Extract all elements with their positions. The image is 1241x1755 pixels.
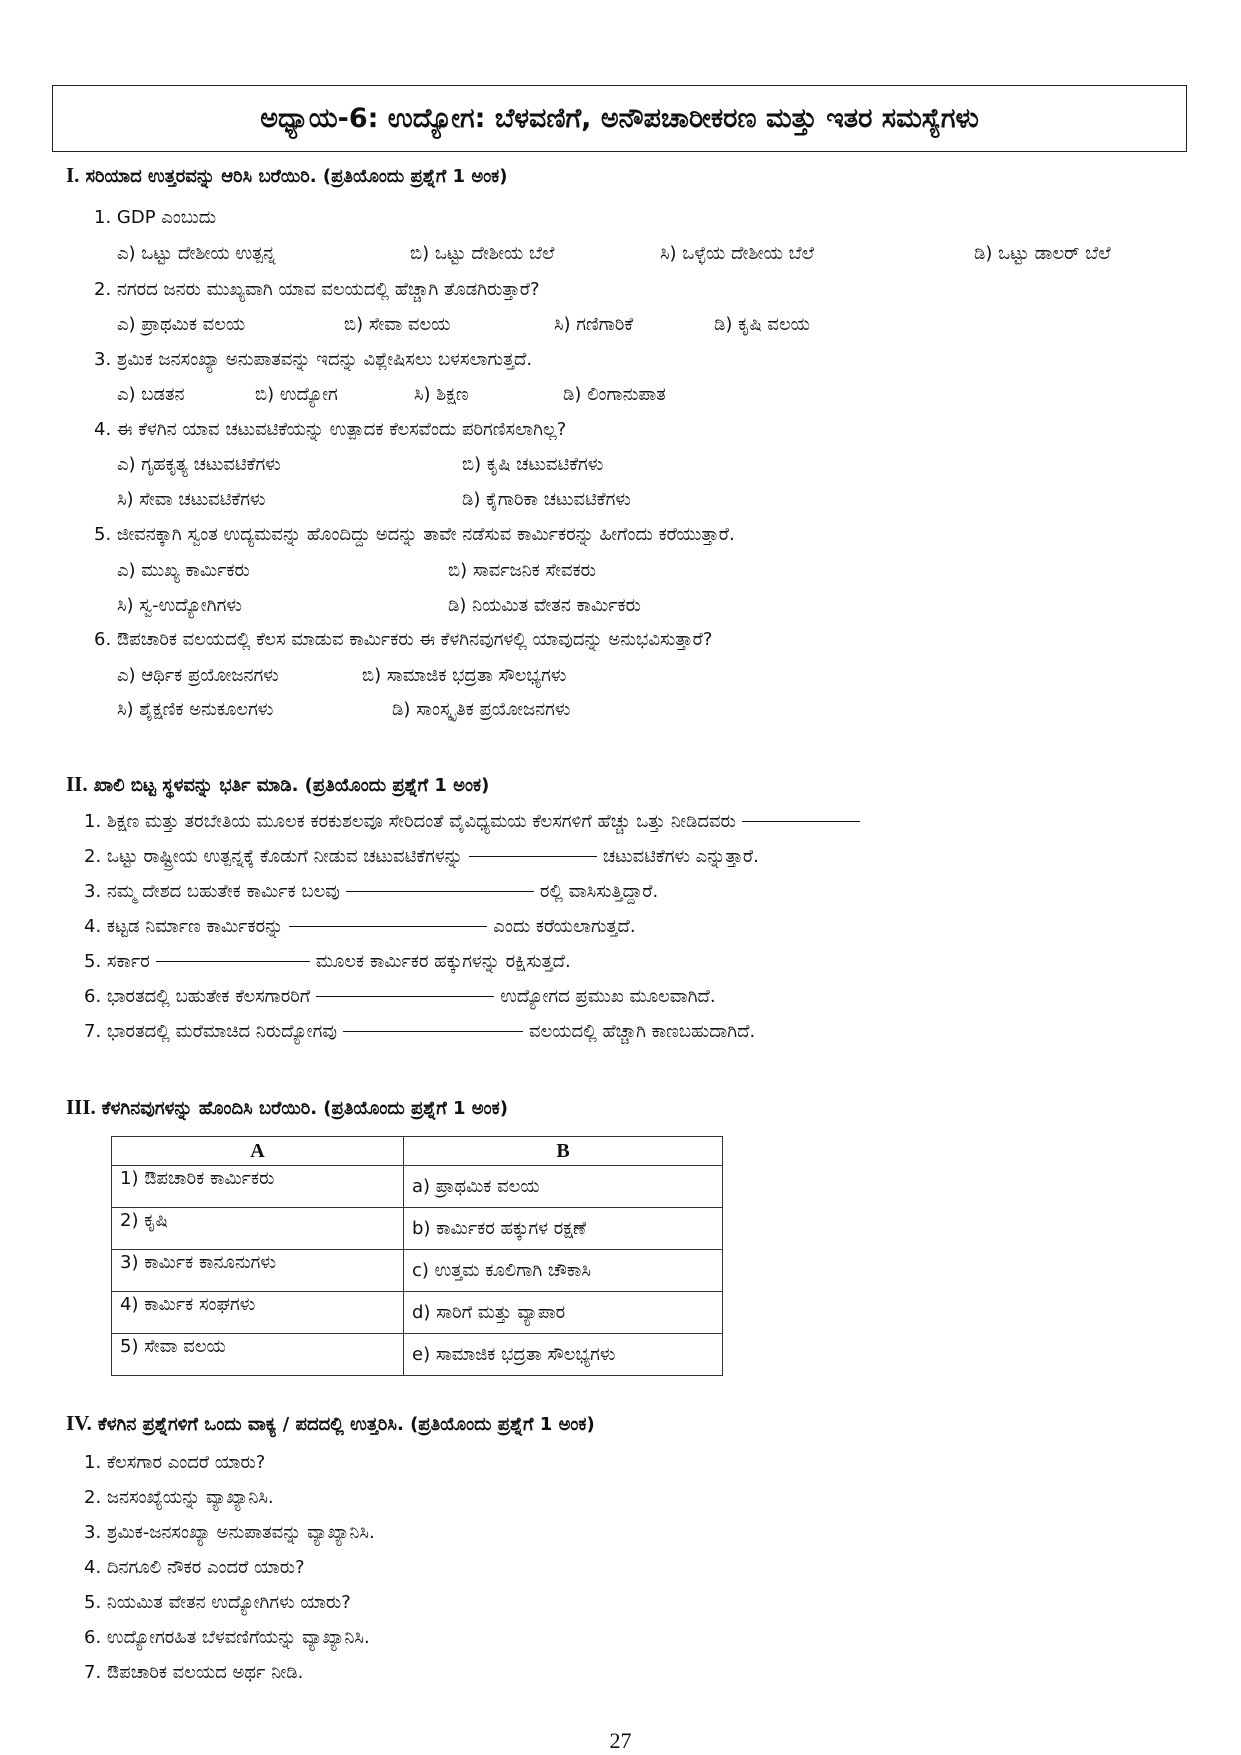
fill-blank-text: 5. ಸರ್ಕಾರ [84, 951, 150, 972]
mcq-option: ಎ) ಪ್ರಾಥಮಿಕ ವಲಯ [117, 314, 246, 335]
mcq-option: ಎ) ಒಟ್ಟು ದೇಶೀಯ ಉತ್ಪನ್ನ [117, 243, 276, 264]
mcq-option: ಡಿ) ಒಟ್ಟು ಡಾಲರ್ ಬೆಲೆ [974, 243, 1111, 264]
short-answer-question-3: 3. ಶ್ರಮಿಕ-ಜನಸಂಖ್ಯಾ ಅನುಪಾತವನ್ನು ವ್ಯಾಖ್ಯಾನಿಸಿ. [84, 1522, 375, 1543]
answer-blank[interactable] [343, 1030, 523, 1032]
section-1-number: I. [66, 163, 80, 187]
mcq-option: ಬಿ) ಸೇವಾ ವಲಯ [344, 314, 451, 335]
fill-blank-text: 6. ಭಾರತದಲ್ಲಿ ಬಹುತೇಕ ಕೆಲಸಗಾರರಿಗೆ [84, 986, 311, 1007]
mcq-option: ಎ) ಮುಖ್ಯ ಕಾರ್ಮಿಕರು [117, 560, 250, 581]
table-row [112, 1166, 723, 1208]
answer-blank[interactable] [469, 855, 597, 857]
section-4-number: IV. [66, 1411, 92, 1435]
table-row [112, 1334, 723, 1376]
table-row [112, 1292, 723, 1334]
fill-blank-text: 3. ನಮ್ಮ ದೇಶದ ಬಹುತೇಕ ಕಾರ್ಮಿಕ ಬಲವು [84, 881, 340, 902]
mcq-option: ಡಿ) ಲಿಂಗಾನುಪಾತ [563, 384, 666, 405]
fill-blank-text: ಎಂದು ಕರೆಯಲಾಗುತ್ತದೆ. [493, 916, 636, 937]
section-2-heading [66, 772, 489, 797]
mcq-option: ಸಿ) ಒಳ್ಳೆಯ ದೇಶೀಯ ಬೆಲೆ [660, 243, 815, 264]
short-answer-question-2: 2. ಜನಸಂಖ್ಯೆಯನ್ನು ವ್ಯಾಖ್ಯಾನಿಸಿ. [84, 1487, 274, 1508]
column-a-cell: 2) ಕೃಷಿ [112, 1208, 404, 1250]
mcq-option: ಬಿ) ಸಾರ್ವಜನಿಕ ಸೇವಕರು [448, 560, 596, 581]
fill-blank-item-6 [84, 986, 716, 1007]
section-4-title: ಕೆಳಗಿನ ಪ್ರಶ್ನೆಗಳಿಗೆ ಒಂದು ವಾಕ್ಯ / ಪದದಲ್ಲಿ ಉತ್ತರಿಸಿ. (ಪ್ರತಿಯೊಂದು ಪ್ರಶ್ನೆಗೆ 1 ಅಂಕ) [97, 1414, 595, 1435]
column-a-cell: 5) ಸೇವಾ ವಲಯ [112, 1334, 404, 1376]
mcq-question-3: 3. ಶ್ರಮಿಕ ಜನಸಂಖ್ಯಾ ಅನುಪಾತವನ್ನು ಇದನ್ನು ವಿಶ್ಲೇಷಿಸಲು ಬಳಸಲಾಗುತ್ತದೆ. [94, 349, 533, 370]
mcq-option: ಸಿ) ಸ್ವ-ಉದ್ಯೋಗಿಗಳು [117, 595, 242, 616]
section-3-number: III. [66, 1095, 96, 1119]
mcq-option: ಸಿ) ಗಣಿಗಾರಿಕೆ [554, 314, 634, 335]
short-answer-question-1: 1. ಕೆಲಸಗಾರ ಎಂದರೆ ಯಾರು? [84, 1452, 266, 1473]
table-row [112, 1208, 723, 1250]
chapter-title: ಅಧ್ಯಾಯ-6: ಉದ್ಯೋಗ: ಬೆಳವಣಿಗೆ, ಅನೌಪಚಾರೀಕರಣ ಮತ್ತು ಇತರ ಸಮಸ್ಯೆಗಳು [260, 102, 979, 134]
mcq-option: ಸಿ) ಸೇವಾ ಚಟುವಟಿಕೆಗಳು [117, 489, 266, 510]
mcq-option: ಬಿ) ಒಟ್ಟು ದೇಶೀಯ ಬೆಲೆ [410, 243, 555, 264]
fill-blank-text: 1. ಶಿಕ್ಷಣ ಮತ್ತು ತರಬೇತಿಯ ಮೂಲಕ ಕರಕುಶಲವೂ ಸೇರಿದಂತೆ ವೈವಿಧ್ಯಮಯ ಕೆಲಸಗಳಿಗೆ ಹೆಚ್ಚು ಒತ್ತು ನೀಡಿದವರು [84, 811, 736, 832]
mcq-question-1: 1. GDP ಎಂಬುದು [94, 207, 217, 228]
column-b-cell: b) ಕಾರ್ಮಿಕರ ಹಕ್ಕುಗಳ ರಕ್ಷಣೆ [404, 1208, 723, 1250]
answer-blank[interactable] [156, 960, 310, 962]
page-number: 27 [609, 1728, 632, 1753]
match-table-header [112, 1137, 723, 1166]
answer-blank[interactable] [346, 890, 534, 892]
fill-blank-text: 2. ಒಟ್ಟು ರಾಷ್ಟ್ರೀಯ ಉತ್ಪನ್ನಕ್ಕೆ ಕೊಡುಗೆ ನೀಡುವ ಚಟುವಟಿಕೆಗಳನ್ನು [84, 846, 463, 867]
fill-blank-text: ವಲಯದಲ್ಲಿ ಹೆಚ್ಚಾಗಿ ಕಾಣಬಹುದಾಗಿದೆ. [529, 1021, 756, 1042]
mcq-question-6: 6. ಔಪಚಾರಿಕ ವಲಯದಲ್ಲಿ ಕೆಲಸ ಮಾಡುವ ಕಾರ್ಮಿಕರು ಈ ಕೆಳಗಿನವುಗಳಲ್ಲಿ ಯಾವುದನ್ನು ಅನುಭವಿಸುತ್ತಾರೆ? [94, 629, 713, 650]
mcq-option: ಡಿ) ಕೃಷಿ ವಲಯ [714, 314, 810, 335]
fill-blank-item-7 [84, 1021, 755, 1042]
section-2-title: ಖಾಲಿ ಬಿಟ್ಟ ಸ್ಥಳವನ್ನು ಭರ್ತಿ ಮಾಡಿ. (ಪ್ರತಿಯೊಂದು ಪ್ರಶ್ನೆಗೆ 1 ಅಂಕ) [93, 775, 490, 796]
mcq-option: ಡಿ) ಸಾಂಸ್ಕೃತಿಕ ಪ್ರಯೋಜನಗಳು [392, 699, 571, 720]
fill-blank-text: ಉದ್ಯೋಗದ ಪ್ರಮುಖ ಮೂಲವಾಗಿದೆ. [500, 986, 716, 1007]
mcq-option: ಸಿ) ಶಿಕ್ಷಣ [414, 384, 469, 405]
section-1-title: ಸರಿಯಾದ ಉತ್ತರವನ್ನು ಆರಿಸಿ ಬರೆಯಿರಿ. (ಪ್ರತಿಯೊಂದು ಪ್ರಶ್ನೆಗೆ 1 ಅಂಕ) [85, 166, 508, 187]
column-b-cell: d) ಸಾರಿಗೆ ಮತ್ತು ವ್ಯಾಪಾರ [404, 1292, 723, 1334]
column-a-cell: 3) ಕಾರ್ಮಿಕ ಕಾನೂನುಗಳು [112, 1250, 404, 1292]
fill-blank-item-1 [84, 811, 866, 832]
mcq-option: ಸಿ) ಶೈಕ್ಷಣಿಕ ಅನುಕೂಲಗಳು [117, 699, 274, 720]
fill-blank-item-2 [84, 846, 759, 867]
mcq-option: ಎ) ಗೃಹಕೃತ್ಯ ಚಟುವಟಿಕೆಗಳು [117, 454, 281, 475]
fill-blank-text: ರಲ್ಲಿ ವಾಸಿಸುತ್ತಿದ್ದಾರೆ. [539, 881, 659, 902]
table-row [112, 1250, 723, 1292]
section-1-heading [66, 163, 508, 188]
short-answer-question-7: 7. ಔಪಚಾರಿಕ ವಲಯದ ಅರ್ಥ ನೀಡಿ. [84, 1662, 304, 1683]
column-a-header: A [112, 1137, 404, 1166]
section-2-number: II. [66, 772, 88, 796]
mcq-question-2: 2. ನಗರದ ಜನರು ಮುಖ್ಯವಾಗಿ ಯಾವ ವಲಯದಲ್ಲಿ ಹೆಚ್ಚಾಗಿ ತೊಡಗಿರುತ್ತಾರೆ? [94, 279, 540, 300]
fill-blank-text: 7. ಭಾರತದಲ್ಲಿ ಮರೆಮಾಚಿದ ನಿರುದ್ಯೋಗವು [84, 1021, 338, 1042]
fill-blank-item-3 [84, 881, 658, 902]
section-3-heading [66, 1095, 508, 1120]
mcq-option: ಡಿ) ಕೈಗಾರಿಕಾ ಚಟುವಟಿಕೆಗಳು [462, 489, 631, 510]
answer-blank[interactable] [316, 995, 494, 997]
mcq-option: ಬಿ) ಸಾಮಾಜಿಕ ಭದ್ರತಾ ಸೌಲಭ್ಯಗಳು [362, 665, 567, 686]
short-answer-question-5: 5. ನಿಯಮಿತ ವೇತನ ಉದ್ಯೋಗಿಗಳು ಯಾರು? [84, 1592, 351, 1613]
fill-blank-item-5 [84, 951, 571, 972]
column-a-cell: 1) ಔಪಚಾರಿಕ ಕಾರ್ಮಿಕರು [112, 1166, 404, 1208]
section-3-title: ಕೆಳಗಿನವುಗಳನ್ನು ಹೊಂದಿಸಿ ಬರೆಯಿರಿ. (ಪ್ರತಿಯೊಂದು ಪ್ರಶ್ನೆಗೆ 1 ಅಂಕ) [101, 1098, 508, 1119]
mcq-option: ಬಿ) ಕೃಷಿ ಚಟುವಟಿಕೆಗಳು [462, 454, 604, 475]
mcq-option: ಎ) ಆರ್ಥಿಕ ಪ್ರಯೋಜನಗಳು [117, 665, 279, 686]
mcq-option: ಎ) ಬಡತನ [117, 384, 185, 405]
match-table [111, 1136, 723, 1376]
fill-blank-text: ಮೂಲಕ ಕಾರ್ಮಿಕರ ಹಕ್ಕುಗಳನ್ನು ರಕ್ಷಿಸುತ್ತದೆ. [315, 951, 571, 972]
short-answer-question-4: 4. ದಿನಗೂಲಿ ನೌಕರ ಎಂದರೆ ಯಾರು? [84, 1557, 305, 1578]
column-b-cell: e) ಸಾಮಾಜಿಕ ಭದ್ರತಾ ಸೌಲಭ್ಯಗಳು [404, 1334, 723, 1376]
fill-blank-item-4 [84, 916, 636, 937]
answer-blank[interactable] [289, 925, 487, 927]
column-b-cell: c) ಉತ್ತಮ ಕೂಲಿಗಾಗಿ ಚೌಕಾಸಿ [404, 1250, 723, 1292]
column-b-cell: a) ಪ್ರಾಥಮಿಕ ವಲಯ [404, 1166, 723, 1208]
fill-blank-text: 4. ಕಟ್ಟಡ ನಿರ್ಮಾಣ ಕಾರ್ಮಿಕರನ್ನು [84, 916, 284, 937]
mcq-question-4: 4. ಈ ಕೆಳಗಿನ ಯಾವ ಚಟುವಟಿಕೆಯನ್ನು ಉತ್ಪಾದಕ ಕೆಲಸವೆಂದು ಪರಿಗಣಿಸಲಾಗಿಲ್ಲ? [94, 419, 567, 440]
mcq-option: ಡಿ) ನಿಯಮಿತ ವೇತನ ಕಾರ್ಮಿಕರು [448, 595, 641, 616]
column-b-header: B [404, 1137, 723, 1166]
column-a-cell: 4) ಕಾರ್ಮಿಕ ಸಂಘಗಳು [112, 1292, 404, 1334]
answer-blank[interactable] [742, 820, 860, 822]
mcq-option: ಬಿ) ಉದ್ಯೋಗ [255, 384, 338, 405]
section-4-heading [66, 1411, 595, 1436]
mcq-question-5: 5. ಜೀವನಕ್ಕಾಗಿ ಸ್ವಂತ ಉದ್ಯಮವನ್ನು ಹೊಂದಿದ್ದು ಅದನ್ನು ತಾವೇ ನಡೆಸುವ ಕಾರ್ಮಿಕರನ್ನು ಹೀಗೆಂದು ಕರೆಯುತ್ತಾರೆ. [94, 524, 735, 545]
chapter-title-box [52, 85, 1187, 152]
fill-blank-text: ಚಟುವಟಿಕೆಗಳು ಎನ್ನುತ್ತಾರೆ. [602, 846, 759, 867]
short-answer-question-6: 6. ಉದ್ಯೋಗರಹಿತ ಬೆಳವಣಿಗೆಯನ್ನು ವ್ಯಾಖ್ಯಾನಿಸಿ. [84, 1627, 370, 1648]
